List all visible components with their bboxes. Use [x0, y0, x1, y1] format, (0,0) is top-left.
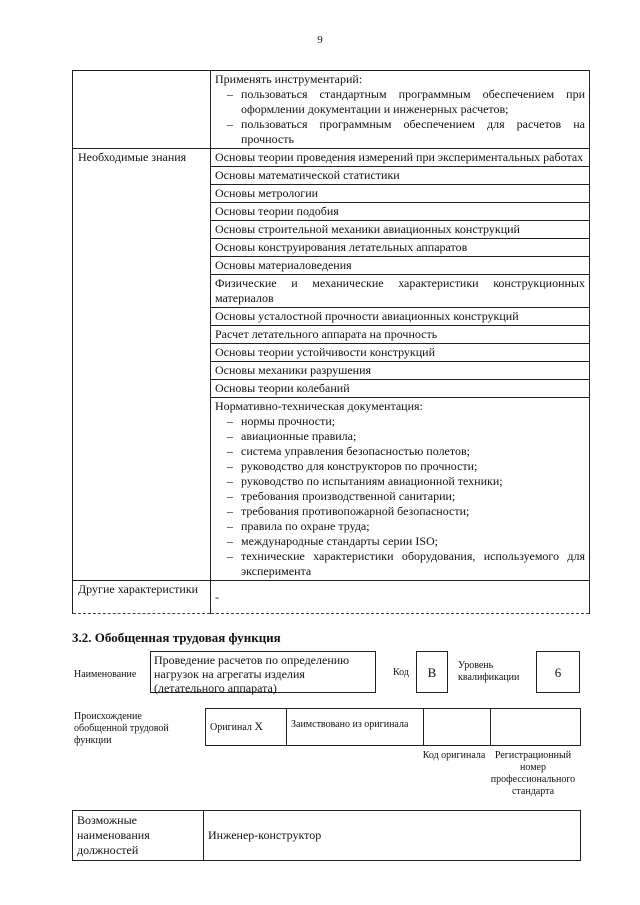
origin-table	[205, 708, 581, 746]
positions-label: Возможные наименования должностей	[73, 811, 204, 861]
knowledge-table	[72, 70, 590, 614]
normative-list	[215, 414, 585, 579]
table-row	[73, 811, 581, 861]
positions-value: Инженер-конструктор	[204, 811, 581, 861]
other-value: -	[211, 581, 590, 614]
table-row	[73, 149, 590, 167]
table-row	[73, 581, 590, 614]
positions-table	[72, 810, 581, 861]
knowledge-item: Основы материаловедения	[211, 257, 590, 275]
list-item: – технические характеристики оборудования, используемого для эксперимента	[215, 549, 585, 579]
name-label: Наименование	[74, 669, 137, 680]
knowledge-item: Основы конструирования летательных аппаратов	[211, 239, 590, 257]
normative-cell	[211, 398, 590, 581]
knowledge-item: Основы усталостной прочности авиационных конструкций	[211, 308, 590, 326]
list-item: – правила по охране труда;	[215, 519, 585, 534]
knowledge-item: Основы механики разрушения	[211, 362, 590, 380]
knowledge-item: Основы строительной механики авиационных конструкций	[211, 221, 590, 239]
code-caption: Код оригинала	[422, 750, 486, 761]
skills-cell	[211, 71, 590, 149]
list-item: – международные стандарты серии ISO;	[215, 534, 585, 549]
code-label: Код	[393, 667, 409, 678]
knowledge-item: Основы теории подобия	[211, 203, 590, 221]
original-code-cell	[424, 709, 491, 746]
knowledge-item: Основы теории устойчивости конструкций	[211, 344, 590, 362]
list-item: – руководство по испытаниям авиационной техники;	[215, 474, 585, 489]
page-number: 9	[317, 34, 323, 46]
other-label: Другие характеристики	[73, 581, 211, 614]
knowledge-item: Основы метрологии	[211, 185, 590, 203]
section-heading: 3.2. Обобщенная трудовая функция	[72, 630, 281, 645]
list-item: – требования производственной санитарии;	[215, 489, 585, 504]
list-item: – пользоваться стандартным программным обеспечением при оформлении документации и инженерных расчетов;	[215, 87, 585, 117]
knowledge-item: Основы математической статистики	[211, 167, 590, 185]
registration-caption: Регистрационный номер профессионального стандарта	[490, 750, 576, 797]
origin-label: Происхождение обобщенной трудовой функции	[74, 711, 169, 746]
registration-number-cell	[491, 709, 581, 746]
borrowed-cell: Заимствовано из оригинала	[287, 709, 424, 746]
qualification-level-label: Уровень квалификации	[458, 660, 520, 683]
qualification-level-box: 6	[536, 651, 580, 693]
knowledge-item: Основы теории проведения измерений при экспериментальных работах	[211, 149, 590, 167]
empty-label-cell	[73, 71, 211, 149]
skills-intro: Применять инструментарий:	[215, 72, 363, 86]
skills-list	[215, 87, 585, 147]
original-cell	[206, 709, 287, 746]
list-item: – пользоваться программным обеспечением для расчетов на прочность	[215, 117, 585, 147]
list-item: – система управления безопасностью полетов;	[215, 444, 585, 459]
table-row	[73, 71, 590, 149]
function-name-box: Проведение расчетов по определению нагрузок на агрегаты изделия (летательного аппарата)	[150, 651, 376, 693]
table-row	[206, 709, 581, 746]
knowledge-item: Расчет летательного аппарата на прочность	[211, 326, 590, 344]
code-value-box: В	[416, 651, 448, 693]
normative-intro: Нормативно-техническая документация:	[215, 399, 423, 413]
original-mark: X	[254, 719, 264, 733]
list-item: – нормы прочности;	[215, 414, 585, 429]
list-item: – руководство для конструкторов по прочности;	[215, 459, 585, 474]
knowledge-label: Необходимые знания	[73, 149, 211, 581]
knowledge-item: Физические и механические характеристики конструкционных материалов	[211, 275, 590, 308]
knowledge-item: Основы теории колебаний	[211, 380, 590, 398]
list-item: – авиационные правила;	[215, 429, 585, 444]
original-label: Оригинал	[210, 722, 252, 733]
list-item: – требования противопожарной безопасности;	[215, 504, 585, 519]
